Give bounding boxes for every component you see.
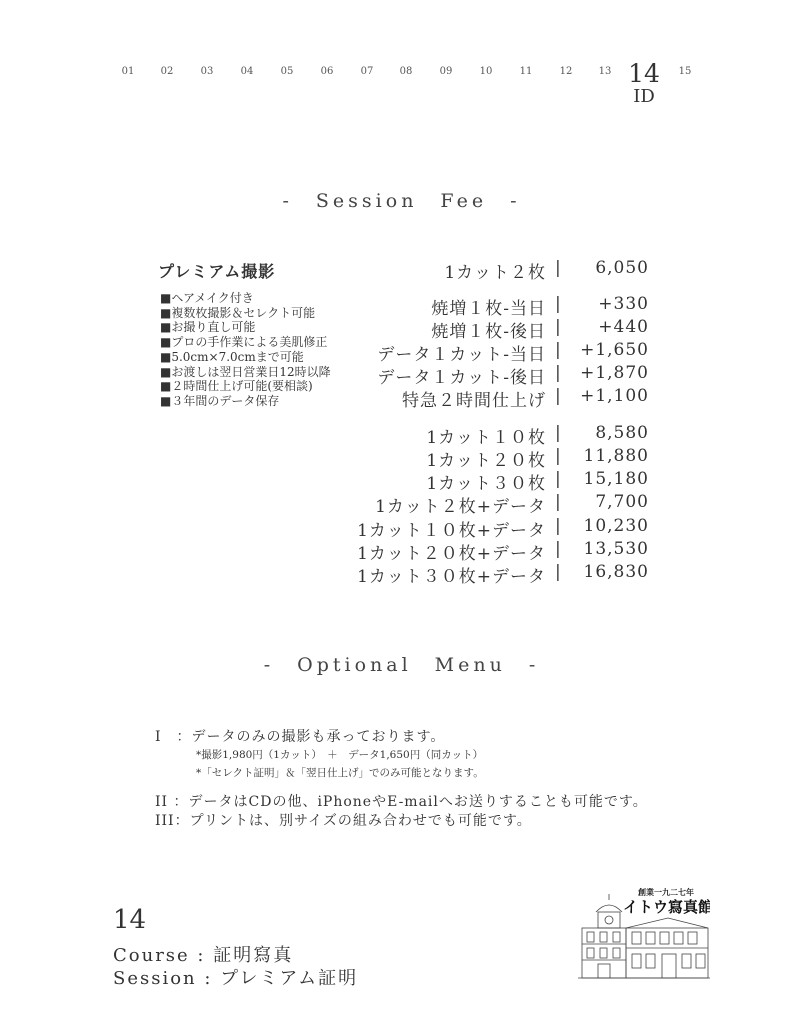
feature-item: ■ お撮り直し可能 <box>160 320 331 335</box>
price-label: 1カット１０枚+データ <box>357 521 546 541</box>
price-value: 8,580 <box>595 423 649 443</box>
plan-title: プレミアム撮影 <box>158 262 276 281</box>
optional-menu-heading: - Optional Menu - <box>263 654 540 676</box>
page-number-nav <box>0 59 803 124</box>
price-label: データ１カット-後日 <box>377 368 546 388</box>
price-value: +440 <box>598 317 649 337</box>
nav-item-04[interactable]: 04 <box>240 66 254 77</box>
price-label: 1カット２０枚 <box>426 451 546 471</box>
nav-item-09[interactable]: 09 <box>439 66 453 77</box>
feature-item: ■ お渡しは翌日営業日12時以降 <box>160 365 331 380</box>
price-value: +1,650 <box>580 340 649 360</box>
nav-item-02[interactable]: 02 <box>160 66 174 77</box>
footer-session: Session : プレミアム証明 <box>113 968 359 989</box>
price-value: 7,700 <box>595 492 649 512</box>
price-row <box>300 469 660 492</box>
nav-item-05[interactable]: 05 <box>280 66 294 77</box>
price-label: データ１カット-当日 <box>377 345 546 365</box>
nav-item-01[interactable]: 01 <box>121 66 135 77</box>
footer-page-number: 14 <box>113 905 147 935</box>
price-separator: | <box>555 294 562 314</box>
optional-item-1: I ：データのみの撮影も承っております。 <box>155 729 446 745</box>
price-value: 13,530 <box>583 539 649 559</box>
price-value: 16,830 <box>583 562 649 582</box>
nav-item-08[interactable]: 08 <box>399 66 413 77</box>
price-separator: | <box>555 562 562 582</box>
price-value: 15,180 <box>583 469 649 489</box>
price-label: 1カット３０枚+データ <box>357 567 546 587</box>
nav-item-11[interactable]: 11 <box>519 66 533 77</box>
price-separator: | <box>555 539 562 559</box>
price-label: 特急２時間仕上げ <box>402 391 546 411</box>
price-label: 1カット２枚 <box>444 263 546 283</box>
nav-item-12[interactable]: 12 <box>559 66 573 77</box>
price-label: 焼増１枚-当日 <box>431 299 546 319</box>
price-separator: | <box>555 516 562 536</box>
price-value: 10,230 <box>583 516 649 536</box>
nav-item-03[interactable]: 03 <box>200 66 214 77</box>
price-row <box>300 258 660 281</box>
feature-item: ■ ヘアメイク付き <box>160 291 331 306</box>
price-value: 11,880 <box>583 446 649 466</box>
session-fee-heading: - Session Fee - <box>282 190 521 212</box>
optional-item-3: III：プリントは、別サイズの組み合わせでも可能です。 <box>155 813 532 829</box>
price-row <box>300 539 660 562</box>
price-row <box>300 562 660 585</box>
price-separator: | <box>555 363 562 383</box>
feature-item: ■ 5.0cm×7.0cmまで可能 <box>160 350 331 365</box>
price-row <box>300 317 660 340</box>
price-value: 6,050 <box>595 258 649 278</box>
price-separator: | <box>555 317 562 337</box>
nav-item-10[interactable]: 10 <box>479 66 493 77</box>
nav-current-number: 14 <box>628 59 660 88</box>
price-value: +1,100 <box>580 386 649 406</box>
studio-logo <box>578 884 710 984</box>
logo-name-text: イトウ寫真館 <box>622 898 710 916</box>
nav-item-13[interactable]: 13 <box>598 66 612 77</box>
price-separator: | <box>555 340 562 360</box>
price-label: 1カット２枚+データ <box>375 497 546 517</box>
price-row <box>300 294 660 317</box>
price-separator: | <box>555 446 562 466</box>
price-separator: | <box>555 258 562 278</box>
price-label: 1カット１０枚 <box>426 428 546 448</box>
price-separator: | <box>555 469 562 489</box>
feature-item: ■ 複数枚撮影＆セレクト可能 <box>160 306 331 321</box>
studio-building-illustration <box>578 884 710 984</box>
price-separator: | <box>555 492 562 512</box>
nav-current-label: ID <box>633 86 655 107</box>
feature-item: ■ プロの手作業による美肌修正 <box>160 335 331 350</box>
nav-item-07[interactable]: 07 <box>360 66 374 77</box>
optional-note-1: *撮影1,980円（1カット） ＋ データ1,650円（同カット） <box>196 749 484 761</box>
price-row <box>300 492 660 515</box>
price-row <box>300 363 660 386</box>
logo-founded-text: 創業一九二七年 <box>638 887 694 897</box>
price-separator: | <box>555 423 562 443</box>
price-value: +1,870 <box>580 363 649 383</box>
footer-course: Course : 証明寫真 <box>113 945 294 966</box>
price-row <box>300 516 660 539</box>
price-row <box>300 423 660 446</box>
optional-item-2: II ：データはCDの他、iPhoneやE-mailへお送りすることも可能です。 <box>155 794 648 810</box>
feature-item: ■ ３年間のデータ保存 <box>160 394 331 409</box>
feature-item: ■ ２時間仕上げ可能(要相談) <box>160 379 331 394</box>
price-separator: | <box>555 386 562 406</box>
nav-item-15[interactable]: 15 <box>678 66 692 77</box>
nav-item-06[interactable]: 06 <box>320 66 334 77</box>
optional-note-2: *「セレクト証明」＆「翌日仕上げ」でのみ可能となります。 <box>196 767 484 779</box>
price-label: 1カット３０枚 <box>426 474 546 494</box>
price-label: 焼増１枚-後日 <box>431 322 546 342</box>
price-row <box>300 446 660 469</box>
price-value: +330 <box>598 294 649 314</box>
price-row <box>300 340 660 363</box>
price-row <box>300 386 660 409</box>
price-label: 1カット２０枚+データ <box>357 544 546 564</box>
nav-item-current[interactable] <box>628 60 660 106</box>
